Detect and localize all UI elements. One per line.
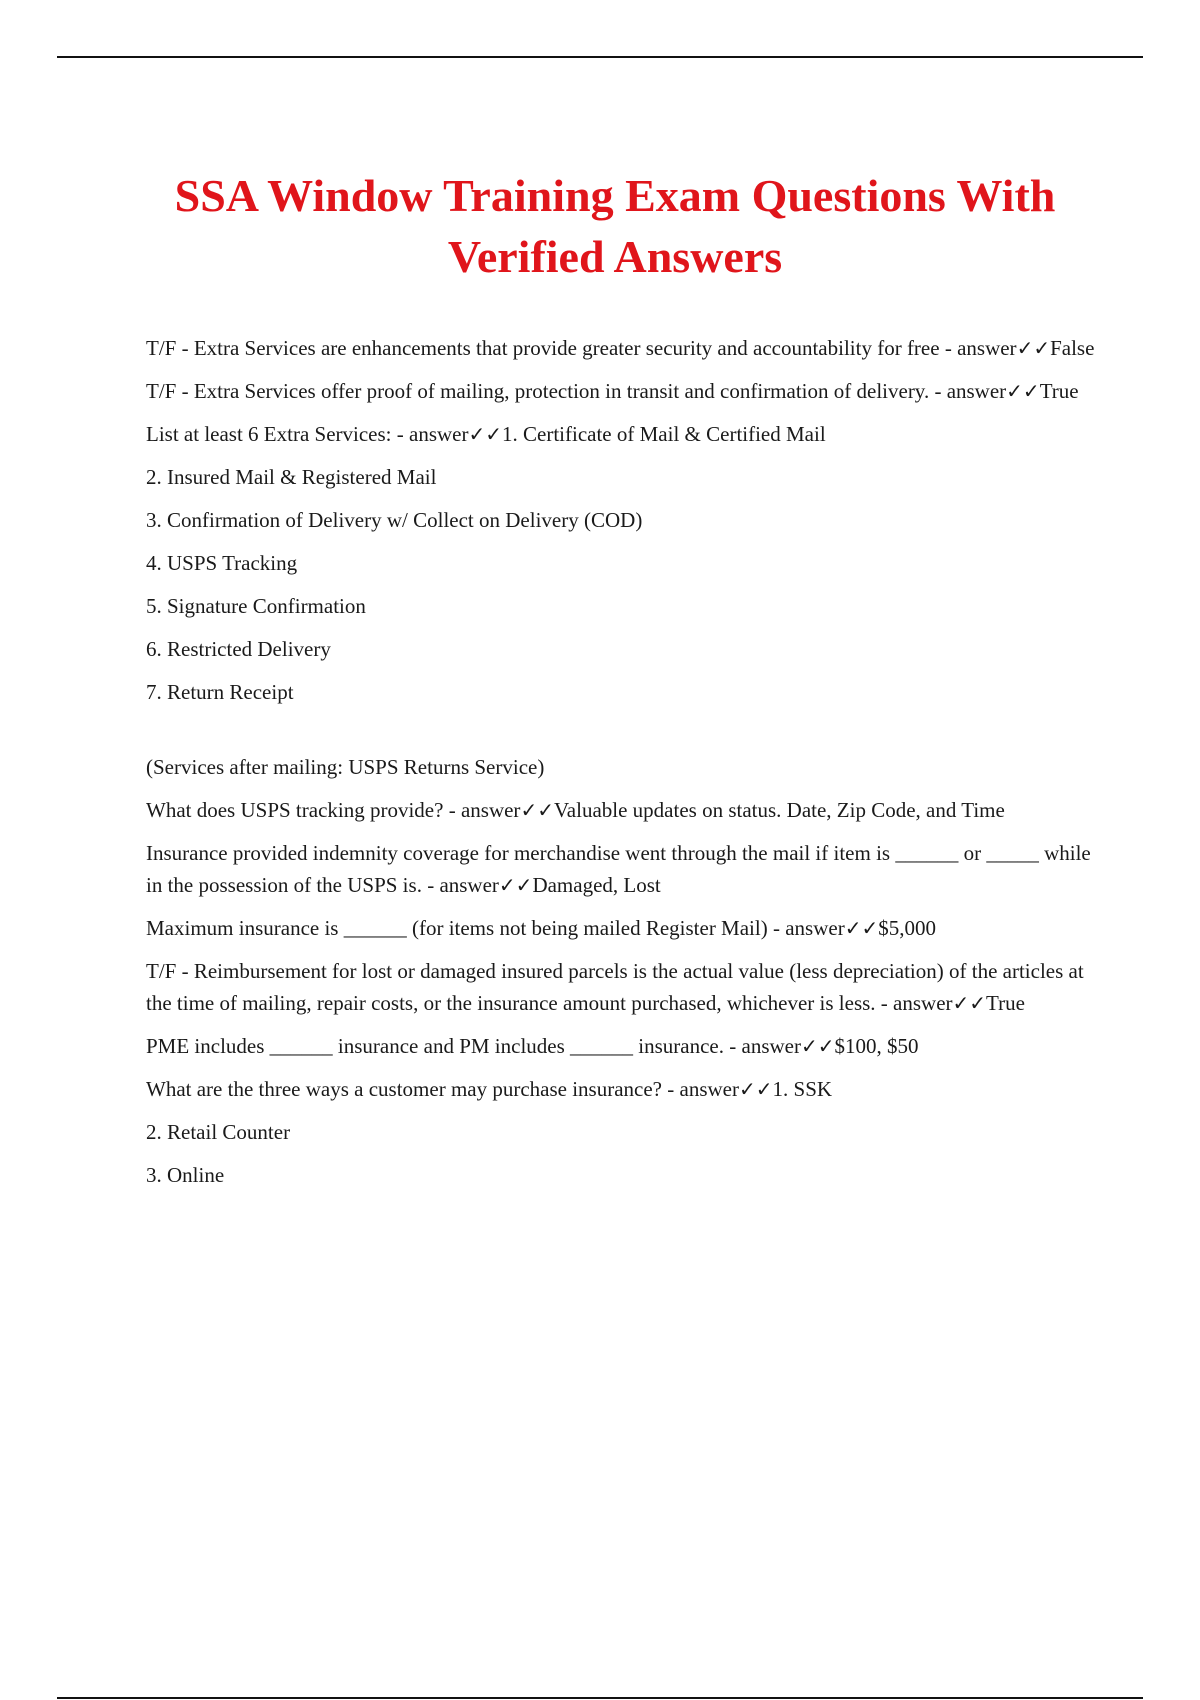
answer-prefix: answer [460,798,521,822]
answer-prefix: answer [439,873,499,897]
title-line-2: Verified Answers [447,231,783,282]
check-icon: ✓✓ [800,1034,835,1058]
header-rule [57,56,1143,58]
answer-text: Valuable updates on status. Date, Zip Code, and Time [553,798,1005,822]
check-icon: ✓✓ [952,991,987,1015]
check-icon: ✓✓ [844,916,879,940]
answer-text: False [1050,336,1095,360]
question-text: T/F - Reimbursement for lost or damaged insured parcels is the actual value (less depreciation) of the articles at the time of mailing, repair costs, or the insurance amount purchased, whichever is less. - [146,959,1084,1015]
check-icon: ✓✓ [468,422,503,446]
check-icon: ✓✓ [1016,336,1051,360]
answer-text: $5,000 [878,916,936,940]
question-text: T/F - Extra Services offer proof of mailing, protection in transit and confirmation of delivery. - [146,379,947,403]
question-text: PME includes ______ insurance and PM includes ______ insurance. - [146,1034,742,1058]
question-text: Insurance provided indemnity coverage for merchandise went through the mail if item is ______ or _____ while in the possession of the USPS is. - [146,841,1091,897]
qa-item-5 [146,837,1096,901]
answer-prefix: answer [957,336,1017,360]
answer-prefix: answer [409,422,469,446]
question-text: What are the three ways a customer may purchase insurance? - [146,1077,680,1101]
list-item: 6. Restricted Delivery [146,637,331,661]
footer-rule [57,1697,1143,1699]
answer-prefix: answer [893,991,953,1015]
list-item: 4. USPS Tracking [146,551,298,575]
answer-prefix: answer [741,1034,801,1058]
answer-prefix: answer [946,379,1007,403]
list-item: 7. Return Receipt [146,680,294,704]
qa-item-1 [146,332,1096,364]
answer-text: 1. SSK [772,1077,833,1101]
list-item: 2. Insured Mail & Registered Mail [146,465,437,489]
list-item: 3. Online [146,1163,225,1187]
qa-item-8 [146,1030,1096,1062]
answer-text: True [1039,379,1079,403]
qa-item-3 [146,418,1096,450]
qa-item-7 [146,955,1096,1019]
list-item: 5. Signature Confirmation [146,594,366,618]
qa-item-9 [146,1073,1096,1105]
qa-item-6 [146,912,1096,944]
list-item: 2. Retail Counter [146,1120,291,1144]
question-text: List at least 6 Extra Services: - [146,422,410,446]
question-text: T/F - Extra Services are enhancements that provide greater security and accountability for free - [146,336,958,360]
question-text: What does USPS tracking provide? - [146,798,461,822]
question-text: Maximum insurance is ______ (for items not being mailed Register Mail) - [146,916,786,940]
answer-text: $100, $50 [834,1034,919,1058]
answer-prefix: answer [785,916,845,940]
document-body [146,332,1096,1202]
document-title [100,165,1130,287]
title-line-1: SSA Window Training Exam Questions With [174,170,1056,221]
check-icon: ✓✓ [1006,379,1040,403]
answer-prefix: answer [679,1077,739,1101]
qa-item-4 [146,794,1096,826]
answer-text: 1. Certificate of Mail & Certified Mail [502,422,826,446]
answer-text: Damaged, Lost [532,873,661,897]
check-icon: ✓✓ [520,798,554,822]
check-icon: ✓✓ [739,1077,773,1101]
services-note: (Services after mailing: USPS Returns Service) [146,755,545,779]
answer-text: True [986,991,1025,1015]
list-item: 3. Confirmation of Delivery w/ Collect on Delivery (COD) [146,508,643,532]
check-icon: ✓✓ [498,873,533,897]
qa-item-2 [146,375,1096,407]
